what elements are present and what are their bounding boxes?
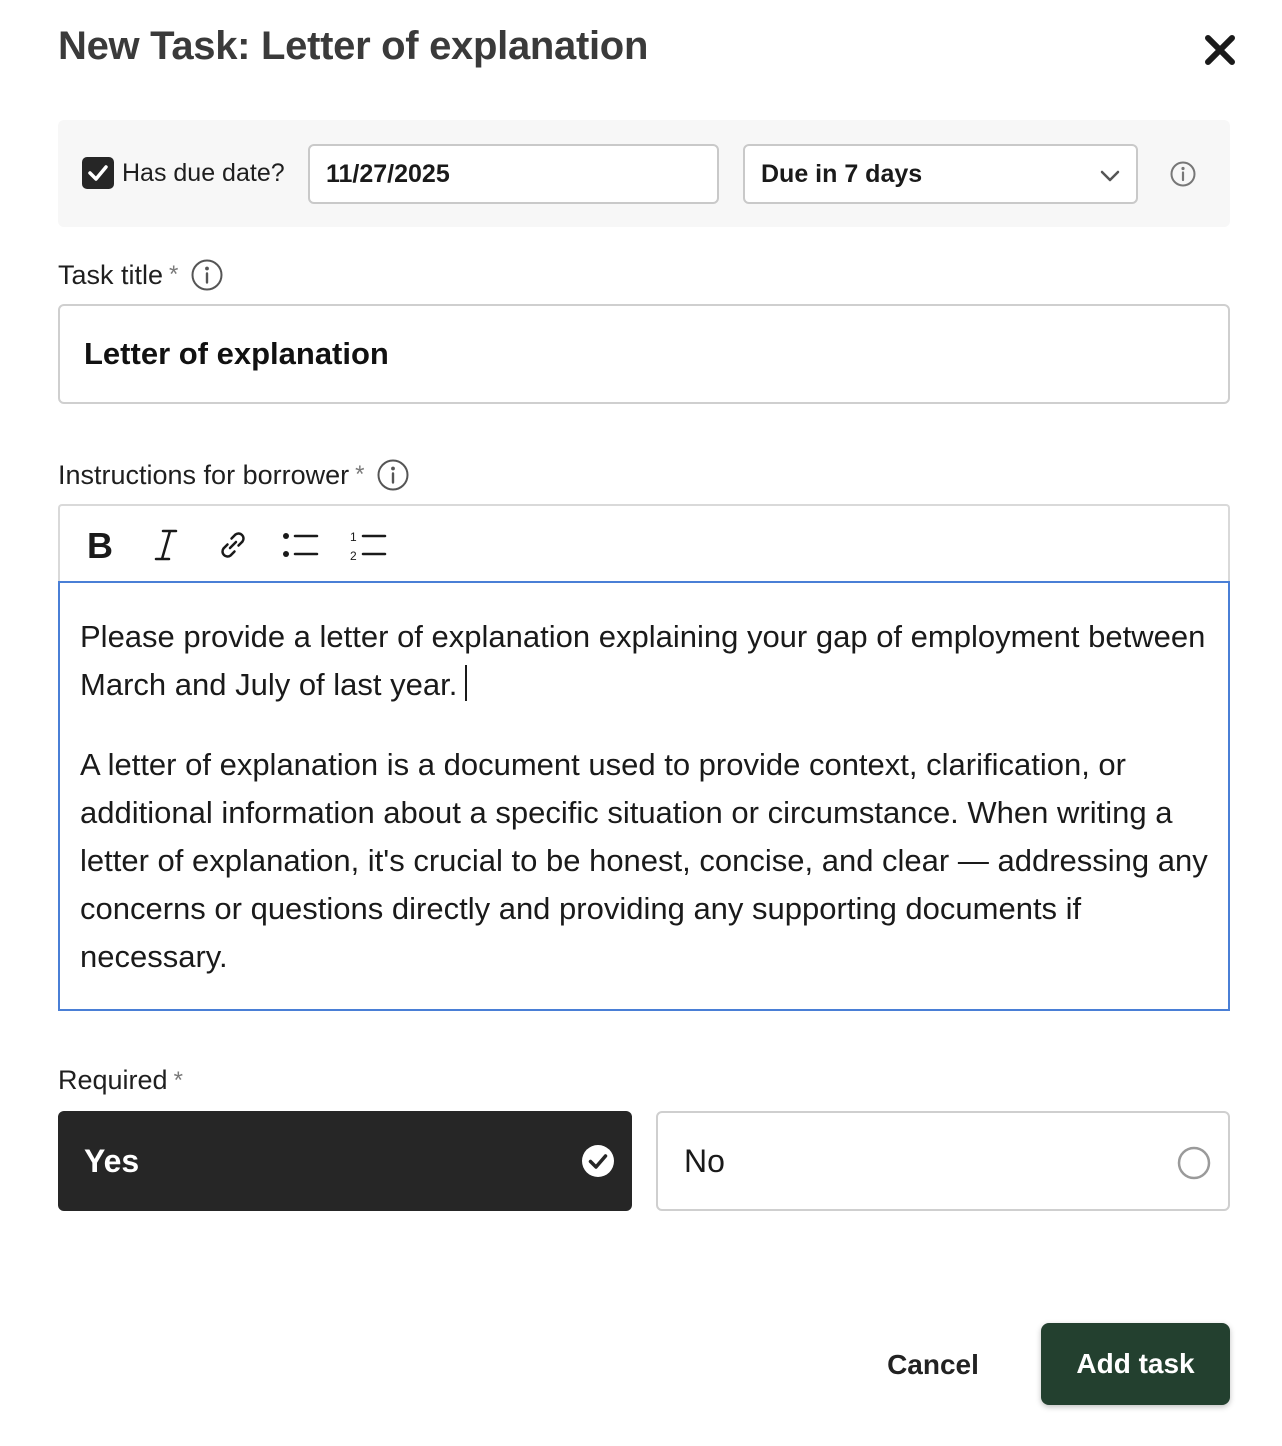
svg-text:B: B [87,528,113,562]
radio-empty-icon [1176,1145,1212,1181]
italic-icon [151,528,181,562]
required-asterisk: * [355,461,365,488]
link-button[interactable] [213,525,253,565]
close-icon [1203,33,1237,67]
bullet-list-button[interactable] [280,525,320,565]
close-button[interactable] [1200,30,1240,70]
required-asterisk: * [173,1066,183,1094]
modal-title: New Task: Letter of explanation [58,24,649,68]
add-task-button[interactable]: Add task [1041,1323,1230,1405]
has-due-date-checkbox[interactable] [82,157,114,189]
numbered-list-button[interactable] [348,525,388,565]
cancel-button[interactable]: Cancel [887,1349,979,1380]
required-yes-option[interactable] [58,1111,632,1211]
svg-text:2: 2 [350,549,357,562]
bold-button[interactable] [80,525,120,565]
numbered-list-icon [349,528,387,562]
required-label [58,1065,183,1096]
has-due-date-label[interactable]: Has due date? [122,159,285,187]
task-title-input[interactable] [58,304,1230,404]
required-asterisk: * [169,261,179,288]
task-title-label-text: Task title [58,259,164,290]
chevron-down-icon [1098,164,1122,188]
link-icon [216,528,250,562]
instructions-label [58,458,410,492]
required-no-label: No [684,1142,725,1179]
due-preset-value: Due in 7 days [761,159,923,188]
due-date-input[interactable] [308,144,719,204]
instructions-paragraph-1-text: Please provide a letter of explanation explaining your gap of employment between March and July of last year. [80,619,1206,702]
text-cursor [465,665,467,701]
check-circle-icon [580,1143,616,1179]
required-no-option[interactable] [656,1111,1230,1211]
due-preset-select[interactable] [743,144,1138,204]
instructions-editor[interactable] [58,581,1230,1011]
required-label-text: Required [58,1065,168,1095]
editor-toolbar [58,504,1230,582]
bold-icon [85,528,115,562]
instructions-info[interactable] [376,458,410,492]
required-yes-label: Yes [84,1142,140,1179]
instructions-paragraph-2: A letter of explanation is a document used to provide context, clarification, or additional information about a specific situation or circumstance. When writing a letter of explanation, it's crucial to be honest, concise, and clear — addressing any concerns or questions directly and providing any supporting documents if necessary. [80,747,1208,974]
info-icon [376,458,410,492]
bullet-list-icon [281,528,319,562]
svg-text:1: 1 [350,530,357,544]
instructions-label-text: Instructions for borrower [58,459,350,490]
task-title-info[interactable] [190,258,224,292]
info-icon [190,258,224,292]
info-icon[interactable] [1169,160,1197,188]
checkmark-icon [87,162,109,184]
due-date-panel [58,120,1230,227]
italic-button[interactable] [146,525,186,565]
task-title-label [58,258,224,292]
instructions-paragraph-1 [80,613,1208,709]
